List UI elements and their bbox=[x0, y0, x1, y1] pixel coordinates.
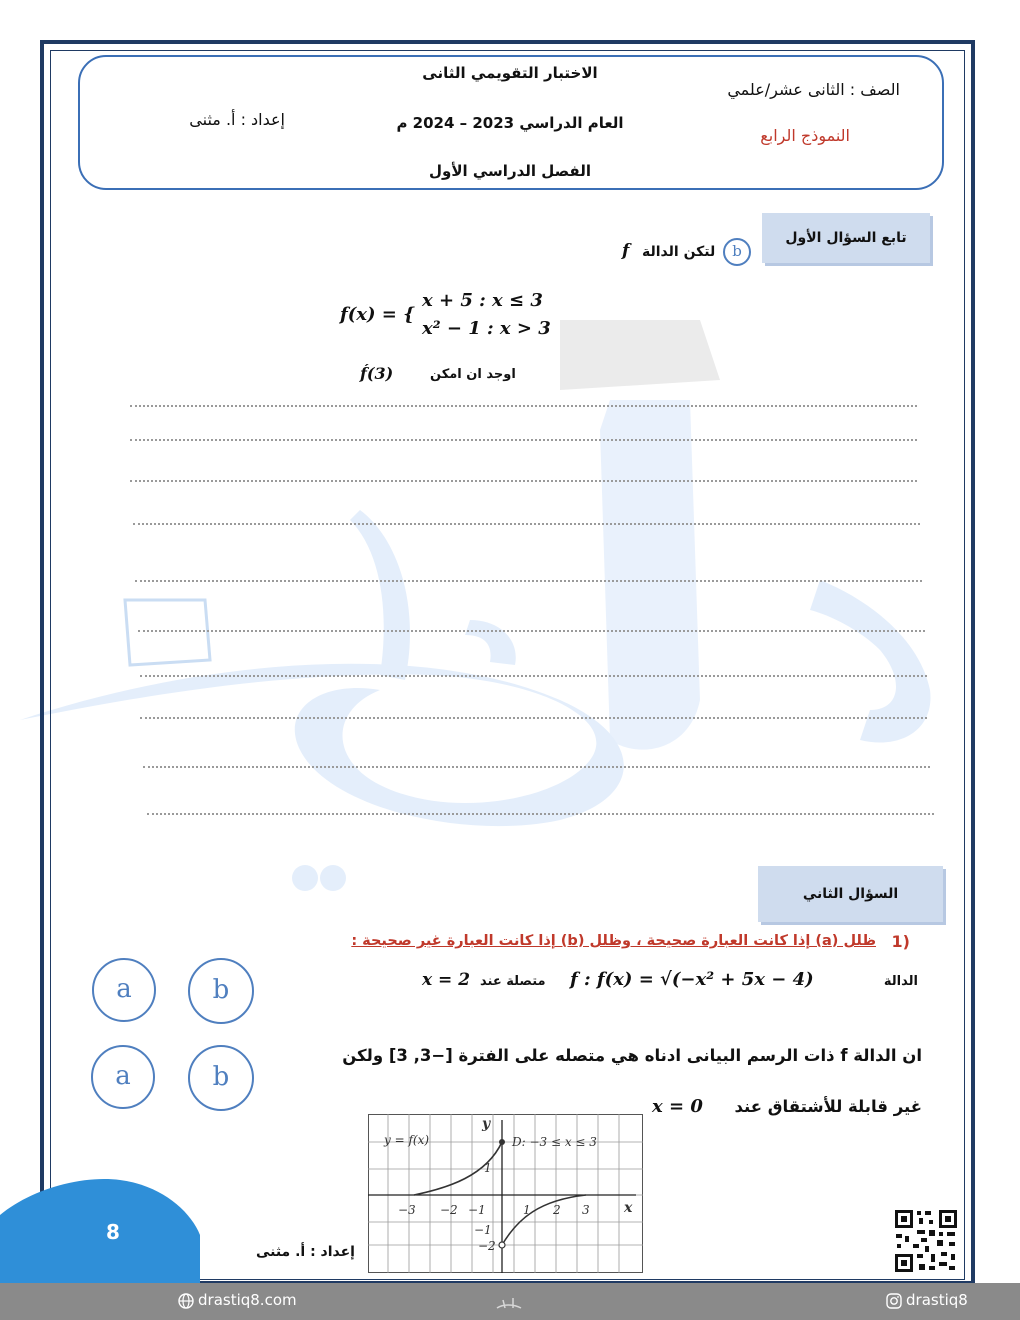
task-math: f́(3) bbox=[360, 364, 394, 383]
instagram-icon bbox=[886, 1293, 902, 1309]
footer-instagram[interactable] bbox=[886, 1291, 1020, 1313]
choice-b-statement-2[interactable]: b bbox=[188, 1045, 254, 1111]
q2-instruction bbox=[290, 930, 910, 960]
closed-point bbox=[499, 1139, 505, 1145]
footer-website[interactable] bbox=[178, 1291, 338, 1313]
function-graph bbox=[368, 1114, 643, 1274]
domain-label: D: −3 ≤ x ≤ 3 bbox=[512, 1135, 597, 1149]
statement-1-math: f : f(x) = √(−x² + 5x − 4) bbox=[570, 969, 814, 990]
answer-line[interactable] bbox=[143, 766, 930, 768]
academic-year: العام الدراسي 2023 – 2024 م bbox=[396, 114, 624, 132]
q1-task bbox=[360, 362, 530, 388]
website-text: drastiq8.com bbox=[198, 1291, 297, 1309]
answer-line[interactable] bbox=[130, 480, 917, 482]
statement-1 bbox=[420, 966, 918, 1000]
answer-line[interactable] bbox=[130, 439, 917, 441]
q1-intro-text: لتكن الدالة bbox=[642, 244, 716, 260]
piecewise-function bbox=[340, 288, 590, 348]
x-tick: 1 bbox=[523, 1203, 531, 1217]
globe-icon bbox=[178, 1293, 194, 1309]
q2-tag: السؤال الثاني bbox=[758, 866, 943, 922]
prepared-by: إعداد : أ. مثنى bbox=[189, 110, 285, 129]
statement-2-point: x = 0 bbox=[652, 1096, 703, 1117]
instruction-text: ظلل (a) إذا كانت العبارة صحيحة ، وظلل (b) إذا كانت العبارة غير صحيحة : bbox=[351, 933, 876, 949]
x-tick: 3 bbox=[582, 1203, 590, 1217]
q1-continued-tag: تابع السؤال الأول bbox=[762, 213, 930, 263]
statement-2-line-1: ان الدالة f ذات الرسم البيانى ادناه هي متصله على الفترة [−3, 3] ولكن bbox=[342, 1046, 922, 1065]
open-point bbox=[499, 1242, 505, 1248]
function-lhs: f(x) = { bbox=[340, 304, 415, 325]
part-b-badge: b bbox=[723, 238, 751, 266]
model-label: النموذج الرابع bbox=[760, 126, 850, 145]
y-tick: −1 bbox=[474, 1223, 492, 1237]
choice-a-statement-1[interactable]: a bbox=[92, 958, 156, 1022]
x-tick: −1 bbox=[468, 1203, 486, 1217]
page-author: إعداد : أ. مثنى bbox=[255, 1244, 355, 1260]
answer-line[interactable] bbox=[140, 675, 927, 677]
function-case-1: x + 5 : x ≤ 3 bbox=[422, 290, 543, 311]
answer-line[interactable] bbox=[130, 405, 917, 407]
statement-1-suffix: متصلة عند bbox=[480, 974, 546, 989]
x-tick: −2 bbox=[440, 1203, 458, 1217]
answer-line[interactable] bbox=[147, 813, 934, 815]
q1-intro-var: f bbox=[622, 241, 630, 261]
exam-title: الاختبار التقويمي الثانى bbox=[422, 64, 598, 82]
statement-1-prefix: الدالة bbox=[883, 974, 918, 989]
statement-2-line-2 bbox=[640, 1094, 922, 1124]
function-case-2: x² − 1 : x > 3 bbox=[422, 318, 551, 339]
func-label: y = f(x) bbox=[384, 1133, 430, 1147]
x-axis-label: x bbox=[624, 1200, 633, 1216]
x-tick: 2 bbox=[553, 1203, 561, 1217]
answer-line[interactable] bbox=[138, 630, 925, 632]
choice-b-statement-1[interactable]: b bbox=[188, 958, 254, 1024]
y-axis-label: y bbox=[482, 1116, 491, 1132]
q1-intro bbox=[600, 238, 760, 268]
statement-1-point: x = 2 bbox=[422, 970, 471, 990]
y-tick: −2 bbox=[478, 1239, 496, 1253]
y-tick: 1 bbox=[484, 1161, 492, 1175]
qr-code[interactable] bbox=[893, 1208, 959, 1274]
footer-logo-icon bbox=[495, 1294, 525, 1314]
task-text: اوجد ان امكن bbox=[430, 367, 516, 382]
answer-line[interactable] bbox=[133, 523, 920, 525]
semester: الفصل الدراسي الأول bbox=[429, 162, 591, 180]
answer-line[interactable] bbox=[140, 717, 927, 719]
x-tick: −3 bbox=[398, 1203, 416, 1217]
statement-2-text: غير قابلة للأشتقاق عند bbox=[734, 1097, 922, 1116]
instagram-text: drastiq8 bbox=[906, 1291, 968, 1309]
page-number: 8 bbox=[106, 1220, 120, 1244]
choice-a-statement-2[interactable]: a bbox=[91, 1045, 155, 1109]
answer-line[interactable] bbox=[135, 580, 922, 582]
instruction-number: 1) bbox=[891, 932, 910, 951]
grade: الصف : الثانى عشر/علمي bbox=[727, 80, 900, 99]
